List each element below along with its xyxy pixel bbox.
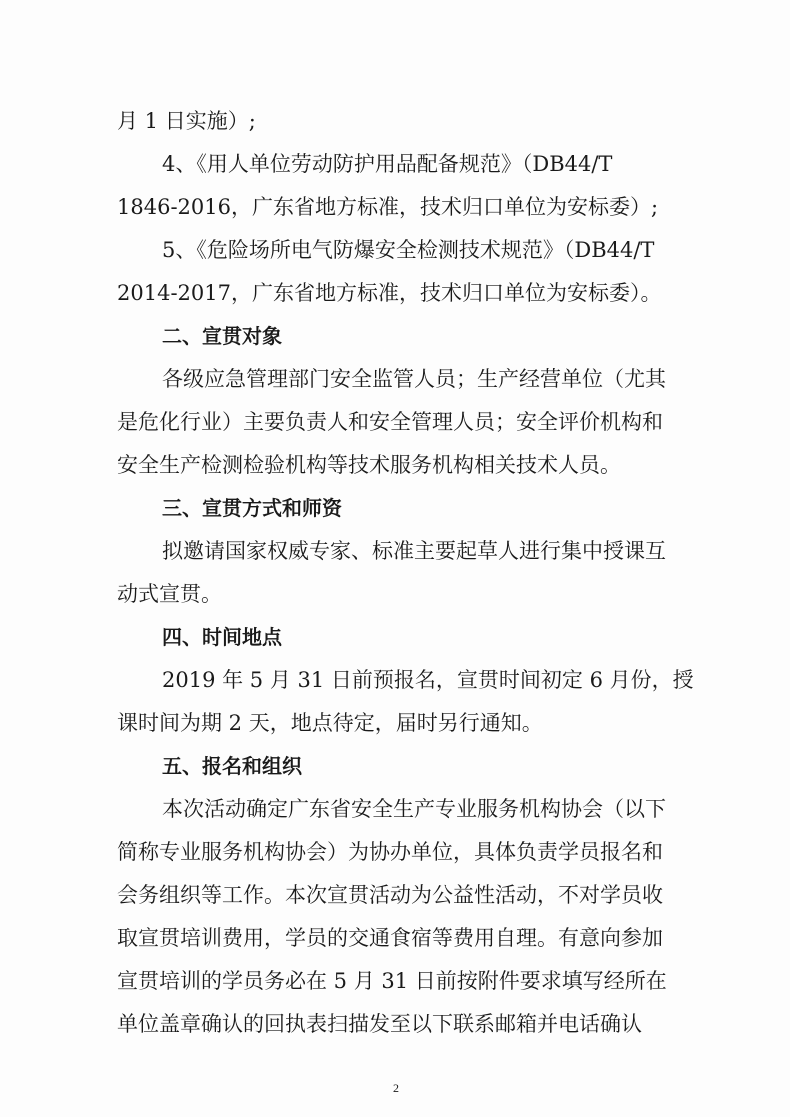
text-line: 动式宣贯。: [117, 582, 222, 606]
section-heading: 三、宣贯方式和师资: [162, 496, 342, 520]
text-line: 各级应急管理部门安全监管人员；生产经营单位（尤其: [162, 367, 666, 391]
page-number: 2: [393, 1081, 399, 1095]
text-line: 2014-2017，广东省地方标准，技术归口单位为安标委）。: [117, 281, 662, 305]
section-heading: 二、宣贯对象: [162, 324, 282, 348]
text-line: 宣贯培训的学员务必在 5 月 31 日前按附件要求填写经所在: [117, 969, 667, 993]
text-line: 课时间为期 2 天，地点待定，届时另行通知。: [117, 711, 543, 735]
text-line: 1846-2016，广东省地方标准，技术归口单位为安标委）;: [117, 195, 659, 219]
text-line: 拟邀请国家权威专家、标准主要起草人进行集中授课互: [162, 539, 666, 563]
text-line: 本次活动确定广东省安全生产专业服务机构协会（以下: [162, 797, 666, 821]
text-line: 月 1 日实施）;: [117, 109, 256, 133]
text-line: 取宣贯培训费用，学员的交通食宿等费用自理。有意向参加: [117, 926, 663, 950]
text-line: 安全生产检测检验机构等技术服务机构相关技术人员。: [117, 453, 621, 477]
text-line: 会务组织等工作。本次宣贯活动为公益性活动，不对学员收: [117, 883, 663, 907]
text-line: 简称专业服务机构协会）为协办单位，具体负责学员报名和: [117, 840, 663, 864]
text-line: 是危化行业）主要负责人和安全管理人员；安全评价机构和: [117, 410, 663, 434]
section-heading: 五、报名和组织: [162, 754, 302, 778]
text-line: 4、《用人单位劳动防护用品配备规范》（DB44/T: [162, 152, 613, 176]
section-heading: 四、时间地点: [162, 625, 282, 649]
text-line: 2019 年 5 月 31 日前预报名，宣贯时间初定 6 月份，授: [162, 668, 694, 692]
text-line: 5、《危险场所电气防爆安全检测技术规范》（DB44/T: [162, 238, 655, 262]
text-line: 单位盖章确认的回执表扫描发至以下联系邮箱并电话确认: [117, 1012, 642, 1036]
